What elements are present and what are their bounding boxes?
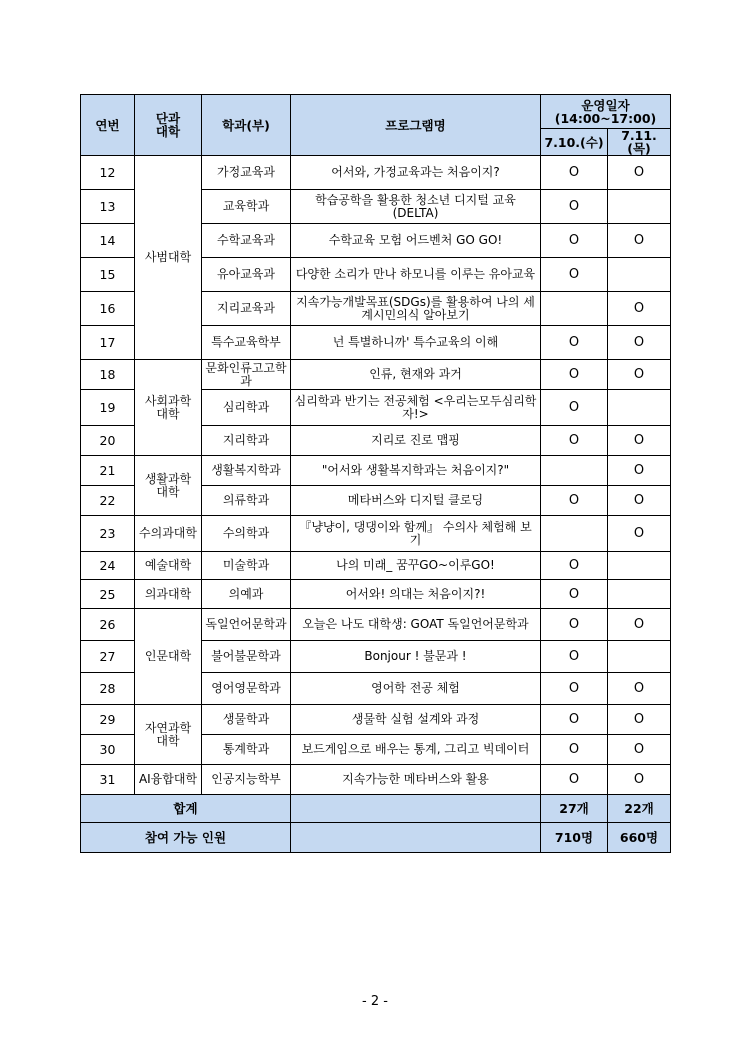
header-schedule bbox=[541, 95, 671, 129]
day1-mark: O bbox=[541, 735, 608, 765]
day1-mark: O bbox=[541, 705, 608, 735]
day1-mark: O bbox=[541, 580, 608, 609]
header-day2: 7.11.(목) bbox=[608, 129, 671, 156]
college-name: 생활과학 대학 bbox=[135, 456, 202, 516]
table-row bbox=[81, 456, 671, 486]
day1-mark: O bbox=[541, 426, 608, 456]
program-name: 심리학과 반기는 전공체험 <우리는모두심리학자!> bbox=[291, 390, 541, 426]
department-name: 인공지능학부 bbox=[202, 765, 291, 795]
program-name: 나의 미래_ 꿈꾸GO~이루GO! bbox=[291, 552, 541, 580]
department-name: 특수교육학부 bbox=[202, 326, 291, 360]
row-number: 16 bbox=[81, 292, 135, 326]
program-name: 오늘은 나도 대학생: GOAT 독일언어문학과 bbox=[291, 609, 541, 641]
row-number: 22 bbox=[81, 486, 135, 516]
row-number: 24 bbox=[81, 552, 135, 580]
table-row bbox=[81, 705, 671, 735]
day2-mark: O bbox=[608, 326, 671, 360]
row-number: 29 bbox=[81, 705, 135, 735]
header-dept: 학과(부) bbox=[202, 95, 291, 156]
department-name: 의예과 bbox=[202, 580, 291, 609]
day2-mark bbox=[608, 641, 671, 673]
program-name: 메타버스와 디지털 클로딩 bbox=[291, 486, 541, 516]
header-program: 프로그램명 bbox=[291, 95, 541, 156]
header-no: 연번 bbox=[81, 95, 135, 156]
capacity-label: 참여 가능 인원 bbox=[81, 823, 291, 853]
row-number: 28 bbox=[81, 673, 135, 705]
table-row bbox=[81, 765, 671, 795]
program-name: 인류, 현재와 과거 bbox=[291, 360, 541, 390]
day2-mark bbox=[608, 552, 671, 580]
day1-mark: O bbox=[541, 486, 608, 516]
row-number: 18 bbox=[81, 360, 135, 390]
row-number: 12 bbox=[81, 156, 135, 190]
day1-mark: O bbox=[541, 360, 608, 390]
header-schedule-label: 운영일자 bbox=[581, 97, 630, 113]
program-rows bbox=[81, 156, 671, 853]
college-name: AI융합대학 bbox=[135, 765, 202, 795]
department-name: 문화인류고고학과 bbox=[202, 360, 291, 390]
row-number: 21 bbox=[81, 456, 135, 486]
capacity-blank bbox=[291, 823, 541, 853]
department-name: 생활복지학과 bbox=[202, 456, 291, 486]
day1-mark: O bbox=[541, 673, 608, 705]
day2-mark bbox=[608, 580, 671, 609]
department-name: 지리교육과 bbox=[202, 292, 291, 326]
program-name: 보드게임으로 배우는 통계, 그리고 빅데이터 bbox=[291, 735, 541, 765]
table-row bbox=[81, 552, 671, 580]
department-name: 통계학과 bbox=[202, 735, 291, 765]
capacity-day2: 660명 bbox=[608, 823, 671, 853]
header-day1: 7.10.(수) bbox=[541, 129, 608, 156]
day2-mark: O bbox=[608, 486, 671, 516]
college-name: 자연과학 대학 bbox=[135, 705, 202, 765]
department-name: 심리학과 bbox=[202, 390, 291, 426]
college-name: 예술대학 bbox=[135, 552, 202, 580]
day2-mark bbox=[608, 390, 671, 426]
department-name: 불어불문학과 bbox=[202, 641, 291, 673]
department-name: 지리학과 bbox=[202, 426, 291, 456]
program-name: 영어학 전공 체험 bbox=[291, 673, 541, 705]
row-number: 19 bbox=[81, 390, 135, 426]
day1-mark: O bbox=[541, 156, 608, 190]
row-number: 20 bbox=[81, 426, 135, 456]
department-name: 미술학과 bbox=[202, 552, 291, 580]
day2-mark: O bbox=[608, 673, 671, 705]
day2-mark: O bbox=[608, 426, 671, 456]
program-name: 『냥냥이, 댕댕이와 함께』 수의사 체험해 보기 bbox=[291, 516, 541, 552]
row-number: 27 bbox=[81, 641, 135, 673]
program-name: 어서와, 가정교육과는 처음이지? bbox=[291, 156, 541, 190]
program-name: 학습공학을 활용한 청소년 디지털 교육(DELTA) bbox=[291, 190, 541, 224]
total-day1: 27개 bbox=[541, 795, 608, 823]
total-label: 합계 bbox=[81, 795, 291, 823]
total-row bbox=[81, 795, 671, 823]
program-name: 넌 특별하니까' 특수교육의 이해 bbox=[291, 326, 541, 360]
row-number: 25 bbox=[81, 580, 135, 609]
department-name: 독일언어문학과 bbox=[202, 609, 291, 641]
total-day2: 22개 bbox=[608, 795, 671, 823]
table-row bbox=[81, 360, 671, 390]
department-name: 영어영문학과 bbox=[202, 673, 291, 705]
row-number: 17 bbox=[81, 326, 135, 360]
day2-mark: O bbox=[608, 609, 671, 641]
day2-mark: O bbox=[608, 456, 671, 486]
college-name: 수의과대학 bbox=[135, 516, 202, 552]
day1-mark: O bbox=[541, 390, 608, 426]
program-name: 어서와! 의대는 처음이지?! bbox=[291, 580, 541, 609]
table-row bbox=[81, 156, 671, 190]
program-name: 지리로 진로 맵핑 bbox=[291, 426, 541, 456]
capacity-row bbox=[81, 823, 671, 853]
department-name: 교육학과 bbox=[202, 190, 291, 224]
header-schedule-time: (14:00~17:00) bbox=[554, 110, 657, 126]
department-name: 수의학과 bbox=[202, 516, 291, 552]
day2-mark: O bbox=[608, 224, 671, 258]
department-name: 가정교육과 bbox=[202, 156, 291, 190]
day1-mark: O bbox=[541, 326, 608, 360]
day2-mark: O bbox=[608, 765, 671, 795]
page-number: - 2 - bbox=[362, 994, 388, 1009]
program-name: 지속가능개발목표(SDGs)를 활용하여 나의 세계시민의식 알아보기 bbox=[291, 292, 541, 326]
department-name: 유아교육과 bbox=[202, 258, 291, 292]
row-number: 15 bbox=[81, 258, 135, 292]
college-name: 의과대학 bbox=[135, 580, 202, 609]
day1-mark: O bbox=[541, 224, 608, 258]
program-name: Bonjour ! 불문과 ! bbox=[291, 641, 541, 673]
department-name: 생물학과 bbox=[202, 705, 291, 735]
row-number: 30 bbox=[81, 735, 135, 765]
day1-mark: O bbox=[541, 765, 608, 795]
day2-mark: O bbox=[608, 360, 671, 390]
day2-mark: O bbox=[608, 292, 671, 326]
program-table bbox=[80, 94, 671, 853]
table-row bbox=[81, 580, 671, 609]
day2-mark: O bbox=[608, 705, 671, 735]
day2-mark: O bbox=[608, 156, 671, 190]
day1-mark: O bbox=[541, 552, 608, 580]
total-blank bbox=[291, 795, 541, 823]
row-number: 13 bbox=[81, 190, 135, 224]
day1-mark: O bbox=[541, 641, 608, 673]
day2-mark bbox=[608, 258, 671, 292]
day1-mark: O bbox=[541, 609, 608, 641]
capacity-day1: 710명 bbox=[541, 823, 608, 853]
row-number: 26 bbox=[81, 609, 135, 641]
day2-mark: O bbox=[608, 735, 671, 765]
department-name: 의류학과 bbox=[202, 486, 291, 516]
row-number: 14 bbox=[81, 224, 135, 258]
college-name: 인문대학 bbox=[135, 609, 202, 705]
program-name: 다양한 소리가 만나 하모니를 이루는 유아교육 bbox=[291, 258, 541, 292]
college-name: 사회과학 대학 bbox=[135, 360, 202, 456]
table-row bbox=[81, 516, 671, 552]
day1-mark: O bbox=[541, 190, 608, 224]
row-number: 31 bbox=[81, 765, 135, 795]
program-name: 수학교육 모험 어드벤처 GO GO! bbox=[291, 224, 541, 258]
program-name: "어서와 생활복지학과는 처음이지?" bbox=[291, 456, 541, 486]
day1-mark: O bbox=[541, 258, 608, 292]
day1-mark bbox=[541, 292, 608, 326]
program-name: 지속가능한 메타버스와 활용 bbox=[291, 765, 541, 795]
college-name: 사범대학 bbox=[135, 156, 202, 360]
table-row bbox=[81, 609, 671, 641]
day2-mark: O bbox=[608, 516, 671, 552]
row-number: 23 bbox=[81, 516, 135, 552]
day1-mark bbox=[541, 516, 608, 552]
header-college: 단과 대학 bbox=[135, 95, 202, 156]
program-name: 생물학 실험 설계와 과정 bbox=[291, 705, 541, 735]
day1-mark bbox=[541, 456, 608, 486]
day2-mark bbox=[608, 190, 671, 224]
department-name: 수학교육과 bbox=[202, 224, 291, 258]
